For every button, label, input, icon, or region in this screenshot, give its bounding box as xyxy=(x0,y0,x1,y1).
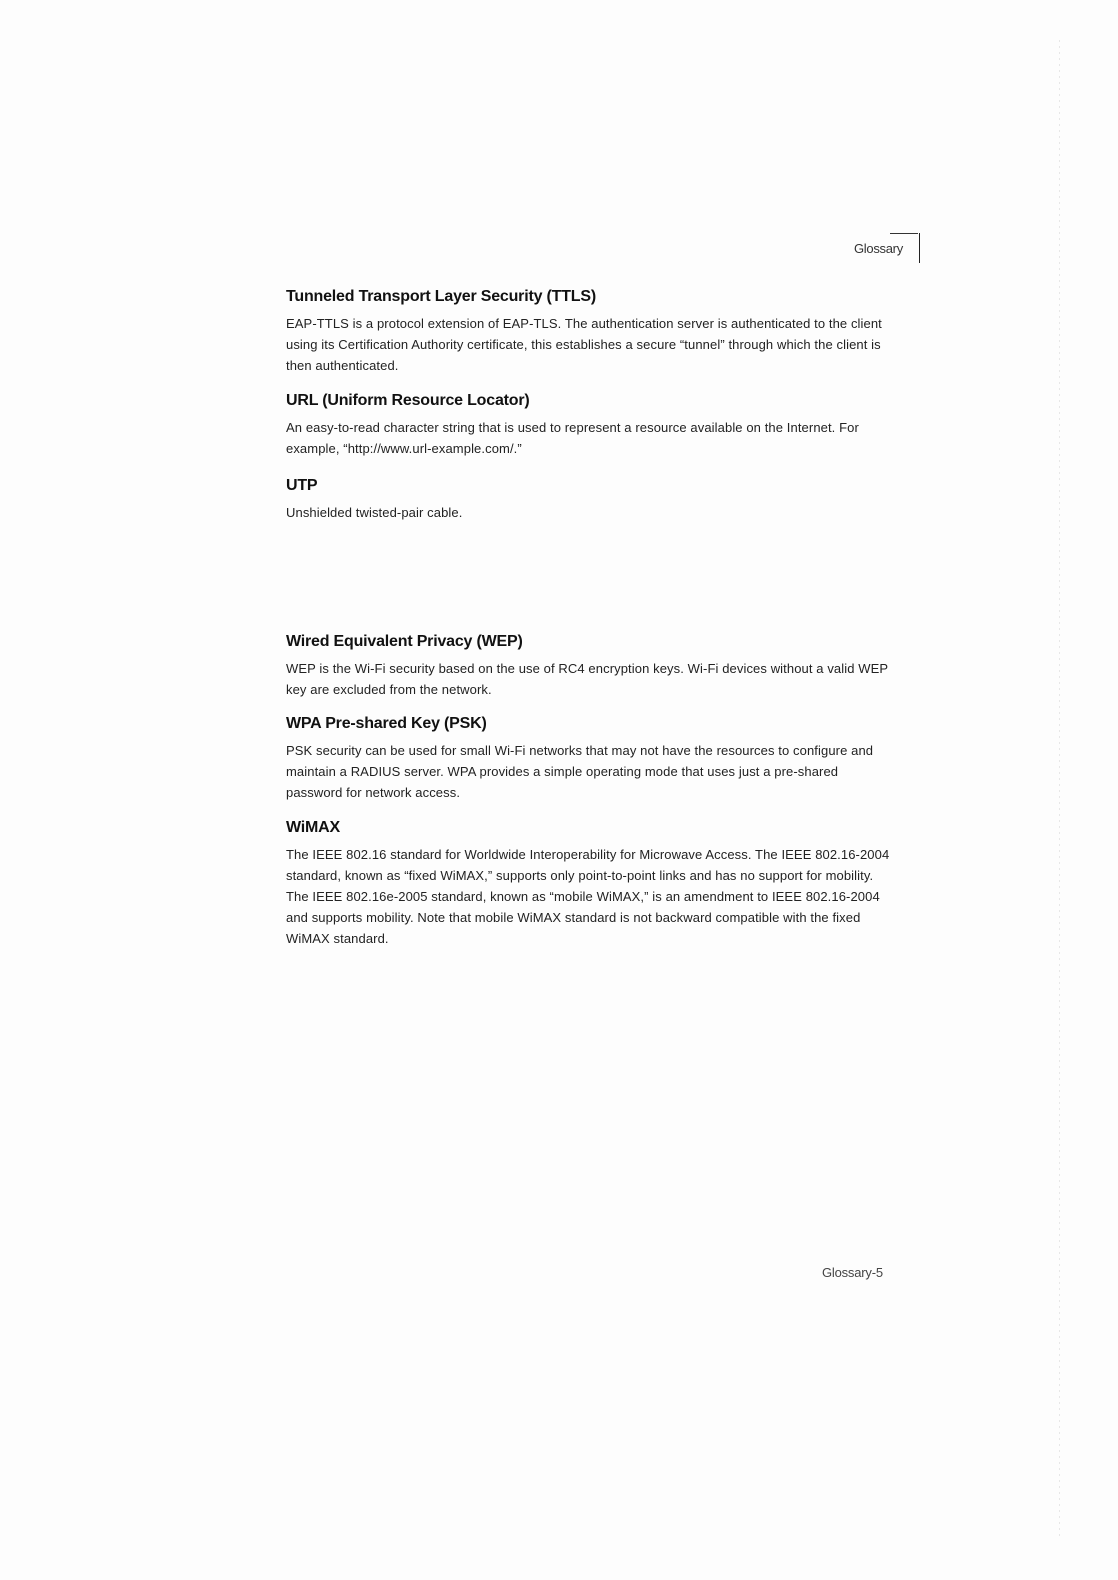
glossary-term: WPA Pre-shared Key (PSK) xyxy=(286,715,487,732)
running-header xyxy=(846,233,920,263)
scan-edge xyxy=(1059,40,1060,1540)
glossary-entry-url xyxy=(286,392,896,459)
glossary-entry-wimax xyxy=(286,819,896,949)
glossary-definition: PSK security can be used for small Wi-Fi networks that may not have the resources to configure and maintain a RADIUS server. WPA provides a simple operating mode that uses just a pre-shared password for network access. xyxy=(286,743,874,800)
glossary-definition: An easy-to-read character string that is used to represent a resource available on the Internet. For example, “http://www.url-example.com/.” xyxy=(286,420,859,456)
header-label: Glossary xyxy=(854,241,903,256)
header-rule-top xyxy=(890,233,918,234)
glossary-entry-psk xyxy=(286,715,896,803)
glossary-entry-ttls xyxy=(286,288,896,376)
glossary-entry-wep xyxy=(286,633,896,700)
page-number: Glossary-5 xyxy=(822,1265,883,1280)
glossary-term: Tunneled Transport Layer Security (TTLS) xyxy=(286,288,596,305)
glossary-term: UTP xyxy=(286,477,318,494)
glossary-definition: Unshielded twisted-pair cable. xyxy=(286,505,463,520)
glossary-term: URL (Uniform Resource Locator) xyxy=(286,392,530,409)
glossary-definition: WEP is the Wi-Fi security based on the use of RC4 encryption keys. Wi-Fi devices without a valid WEP key are excluded from the network. xyxy=(286,661,888,697)
glossary-term: WiMAX xyxy=(286,819,340,836)
glossary-entry-utp xyxy=(286,477,896,523)
glossary-term: Wired Equivalent Privacy (WEP) xyxy=(286,633,523,650)
glossary-definition: The IEEE 802.16 standard for Worldwide Interoperability for Microwave Access. The IEEE 802.16-2004 standard, known as “fixed WiMAX,” supports only point-to-point links and has no support for mobility. The IEEE 802.16e-2005 standard, known as “mobile WiMAX,” is an amendment to IEEE 802.16-2004 and supports mobility. Note that mobile WiMAX standard is not backward compatible with the fixed WiMAX standard. xyxy=(286,847,890,946)
glossary-definition: EAP-TTLS is a protocol extension of EAP-TLS. The authentication server is authenticated to the client using its Certification Authority certificate, this establishes a secure “tunnel” through which the client is then authenticated. xyxy=(286,316,882,373)
glossary-content xyxy=(286,288,896,949)
header-rule-side xyxy=(919,233,921,263)
